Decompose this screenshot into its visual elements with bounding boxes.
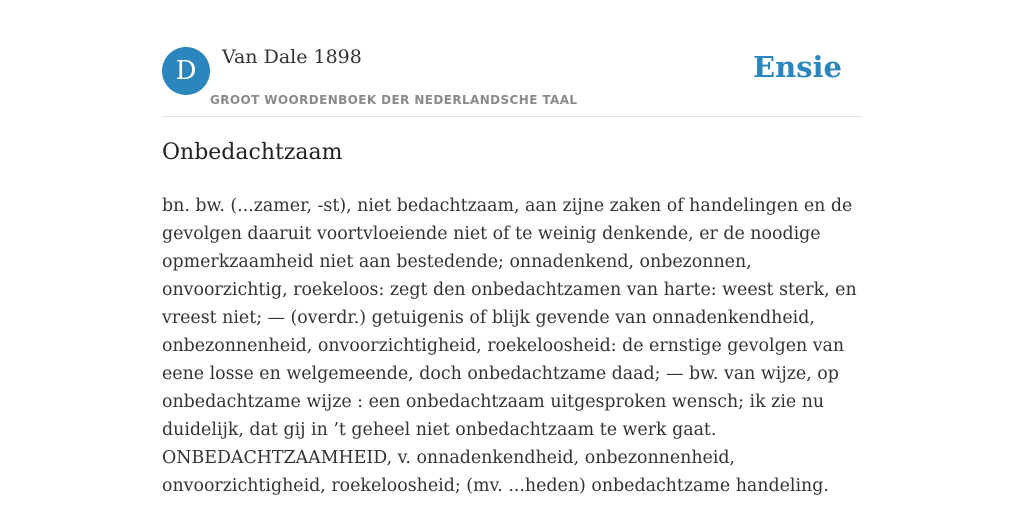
definition-line: opmerkzaamheid niet aan bestedende; onnadenkend, onbezonnen, [162, 252, 752, 272]
entry-definition [162, 192, 857, 500]
source-header [162, 40, 862, 117]
definition-line: onvoorzichtigheid, roekeloosheid; (mv. ...heden) onbedachtzame handeling. [162, 476, 829, 496]
definition-line: duidelijk, dat gij in ’t geheel niet onbedachtzaam te werk gaat. [162, 420, 717, 440]
definition-line: bn. bw. (...zamer, -st), niet bedachtzaam, aan zijne zaken of handelingen en de [162, 196, 853, 216]
definition-line: onbedachtzame wijze : een onbedachtzaam uitgesproken wensch; ik zie nu [162, 392, 825, 412]
definition-line: gevolgen daaruit voortvloeiende niet of te weinig denkende, er de noodige [162, 224, 821, 244]
definition-line: eene losse en welgemeende, doch onbedachtzame daad; — bw. van wijze, op [162, 364, 839, 384]
source-title[interactable]: Van Dale 1898 [222, 46, 362, 68]
definition-line: ONBEDACHTZAAMHEID, v. onnadenkendheid, onbezonnenheid, [162, 448, 736, 468]
source-avatar[interactable]: D [162, 47, 210, 95]
source-subtitle: GROOT WOORDENBOEK DER NEDERLANDSCHE TAAL [210, 93, 578, 107]
entry-title: Onbedachtzaam [162, 140, 343, 165]
ensie-logo[interactable]: Ensie [753, 50, 842, 84]
definition-line: onbezonnenheid, onvoorzichtigheid, roekeloosheid: de ernstige gevolgen van [162, 336, 845, 356]
definition-line: vreest niet; — (overdr.) getuigenis of blijk gevende van onnadenkendheid, [162, 308, 815, 328]
definition-line: onvoorzichtig, roekeloos: zegt den onbedachtzamen van harte: weest sterk, en [162, 280, 857, 300]
